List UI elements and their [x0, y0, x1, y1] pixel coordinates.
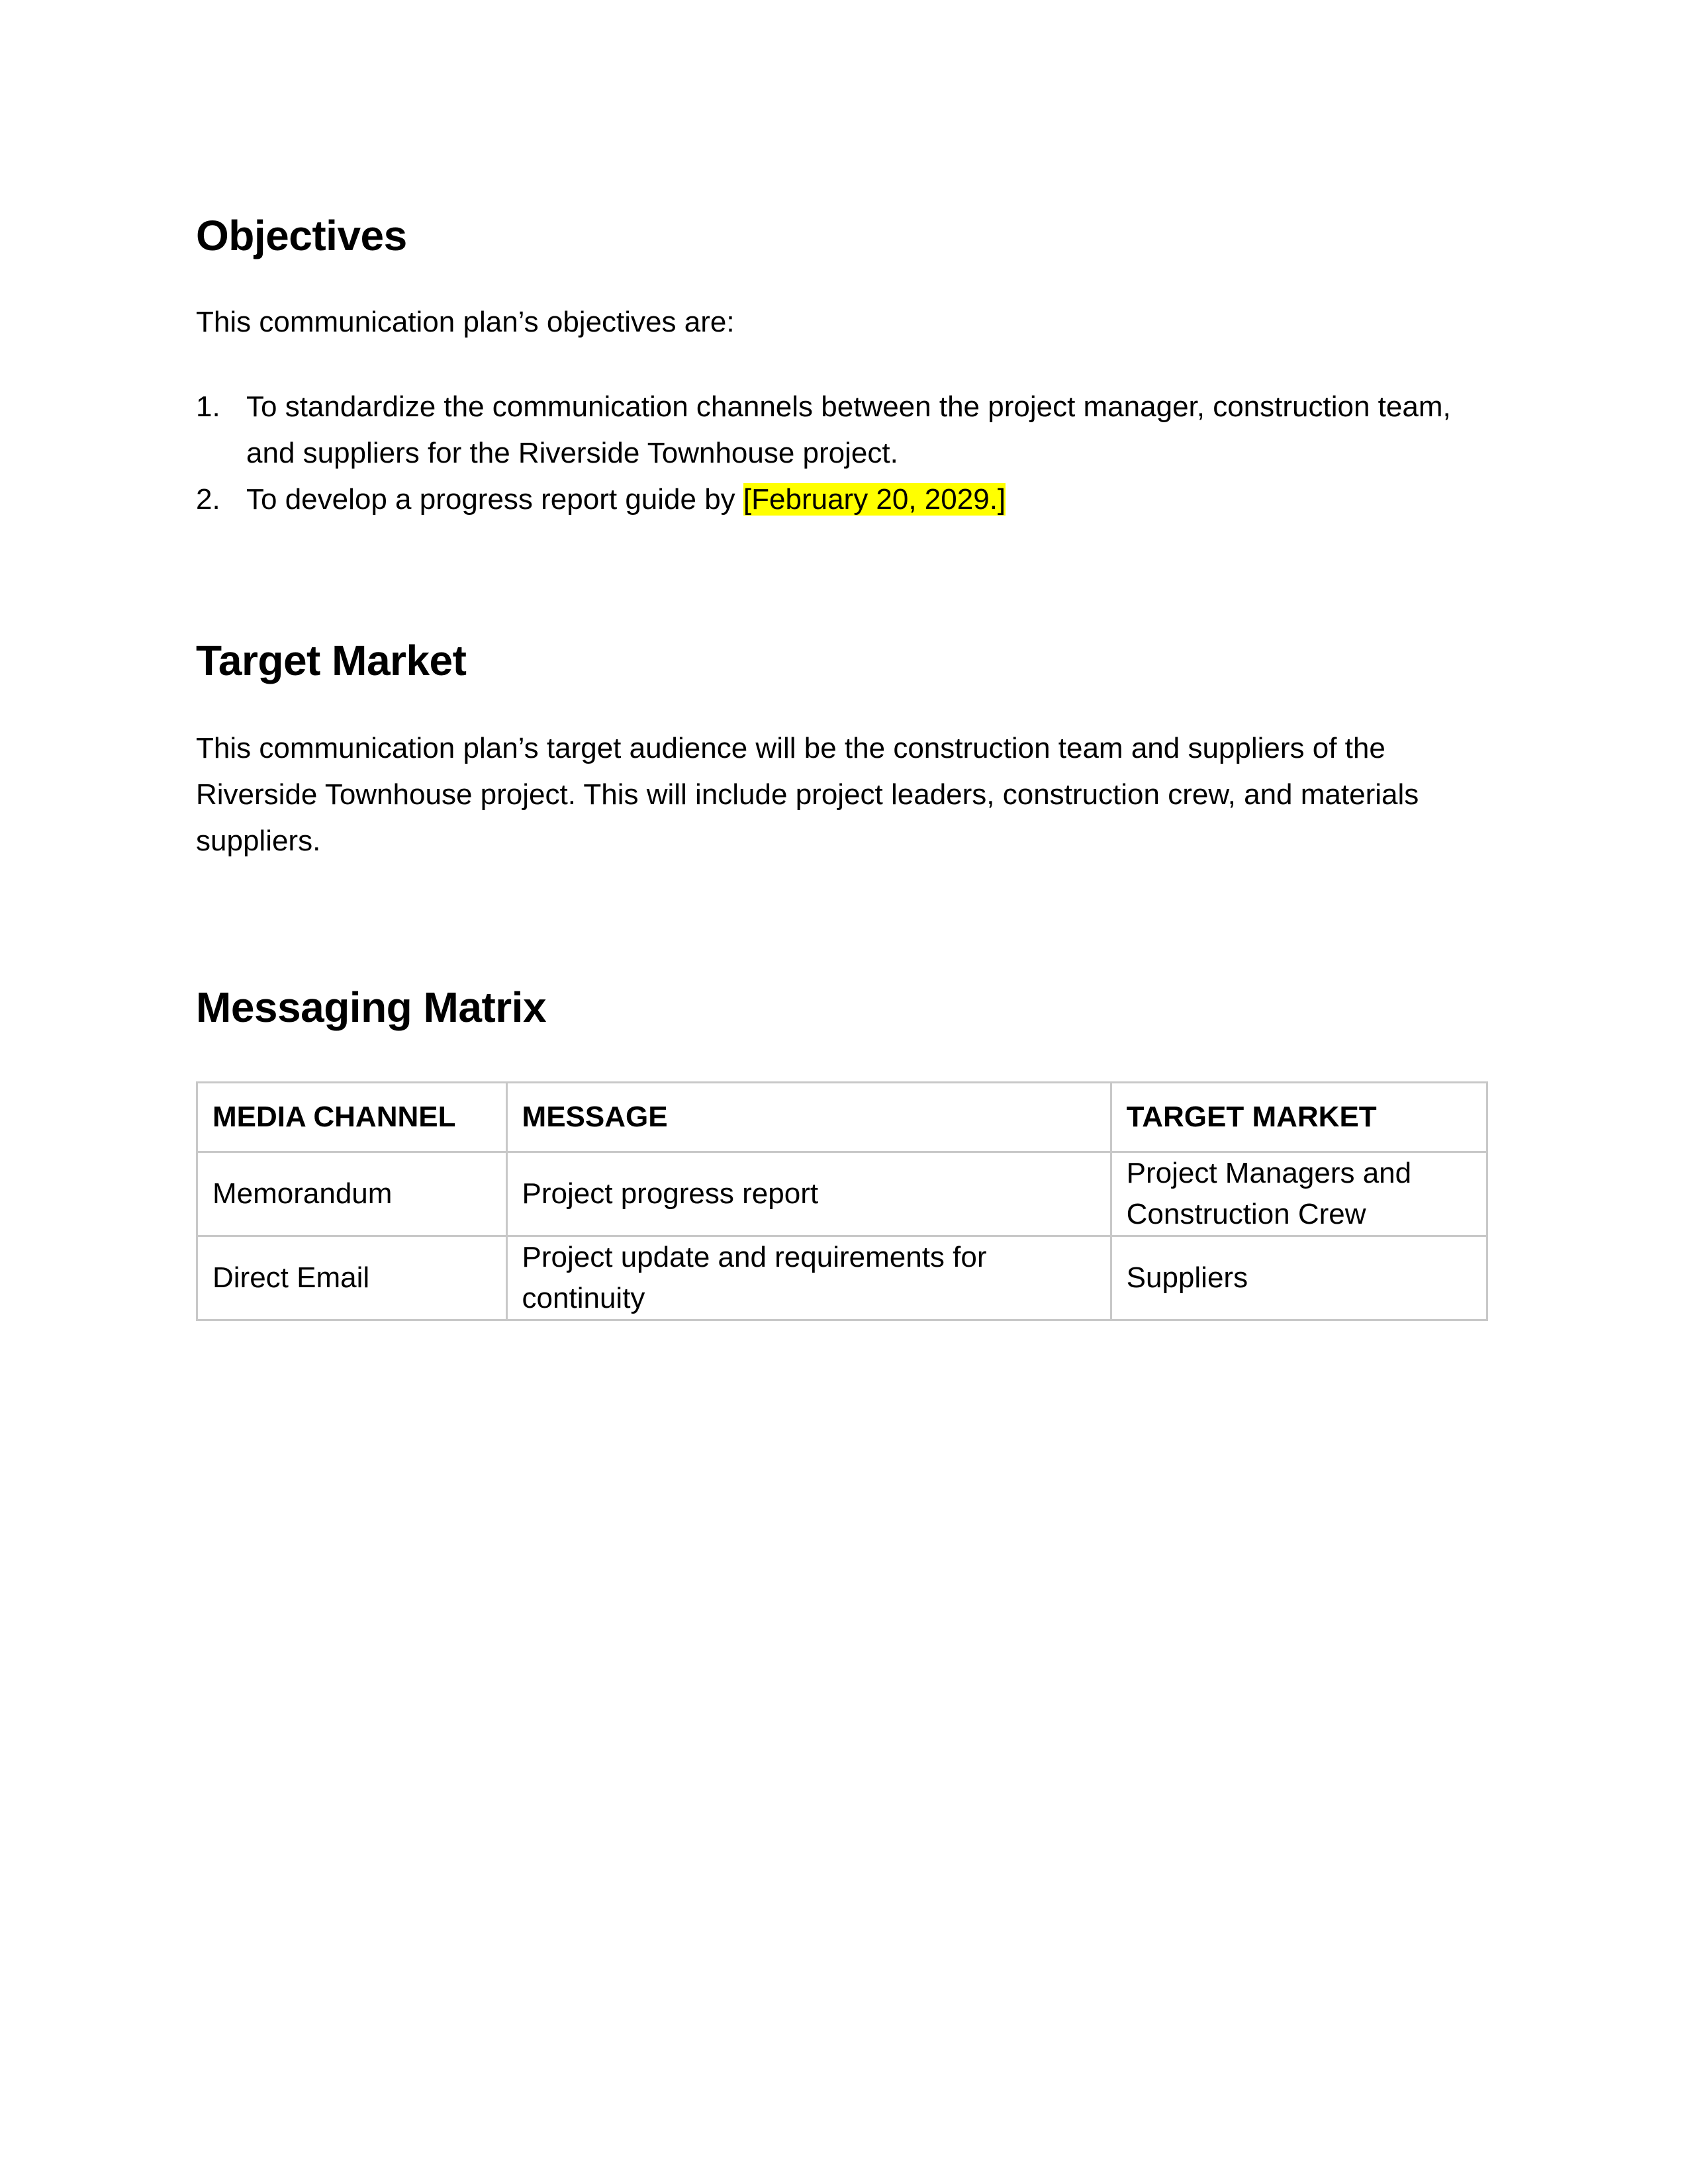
list-number: 2.	[196, 483, 220, 516]
column-header-target-market: TARGET MARKET	[1111, 1083, 1487, 1152]
objective-text: To standardize the communication channels between the project manager, construction team, and suppliers for the Riverside Townhouse project.	[246, 390, 1451, 469]
cell-target-market: Suppliers	[1111, 1236, 1487, 1320]
objective-item	[196, 477, 1493, 523]
cell-message: Project progress report	[506, 1152, 1111, 1236]
highlighted-date: [February 20, 2029.]	[743, 483, 1006, 516]
cell-message: Project update and requirements for continuity	[506, 1236, 1111, 1320]
objective-item	[196, 384, 1493, 477]
messaging-matrix-table	[196, 1081, 1488, 1321]
column-header-message: MESSAGE	[506, 1083, 1111, 1152]
table-row	[197, 1152, 1487, 1236]
objective-text: To develop a progress report guide by	[246, 483, 743, 516]
cell-target-market: Project Managers and Construction Crew	[1111, 1152, 1487, 1236]
target-market-heading: Target Market	[196, 637, 467, 684]
objectives-list	[196, 384, 1493, 523]
objectives-intro: This communication plan’s objectives are:	[196, 306, 735, 338]
table-row	[197, 1236, 1487, 1320]
column-header-media-channel: MEDIA CHANNEL	[197, 1083, 507, 1152]
table-header-row	[197, 1083, 1487, 1152]
list-number: 1.	[196, 390, 220, 423]
target-market-body: This communication plan’s target audience will be the construction team and suppliers of the Riverside Townhouse project. This will include project leaders, construction crew, and materials suppliers.	[196, 732, 1419, 857]
cell-media-channel: Memorandum	[197, 1152, 507, 1236]
messaging-matrix-heading: Messaging Matrix	[196, 983, 547, 1031]
cell-media-channel: Direct Email	[197, 1236, 507, 1320]
objectives-heading: Objectives	[196, 212, 407, 259]
